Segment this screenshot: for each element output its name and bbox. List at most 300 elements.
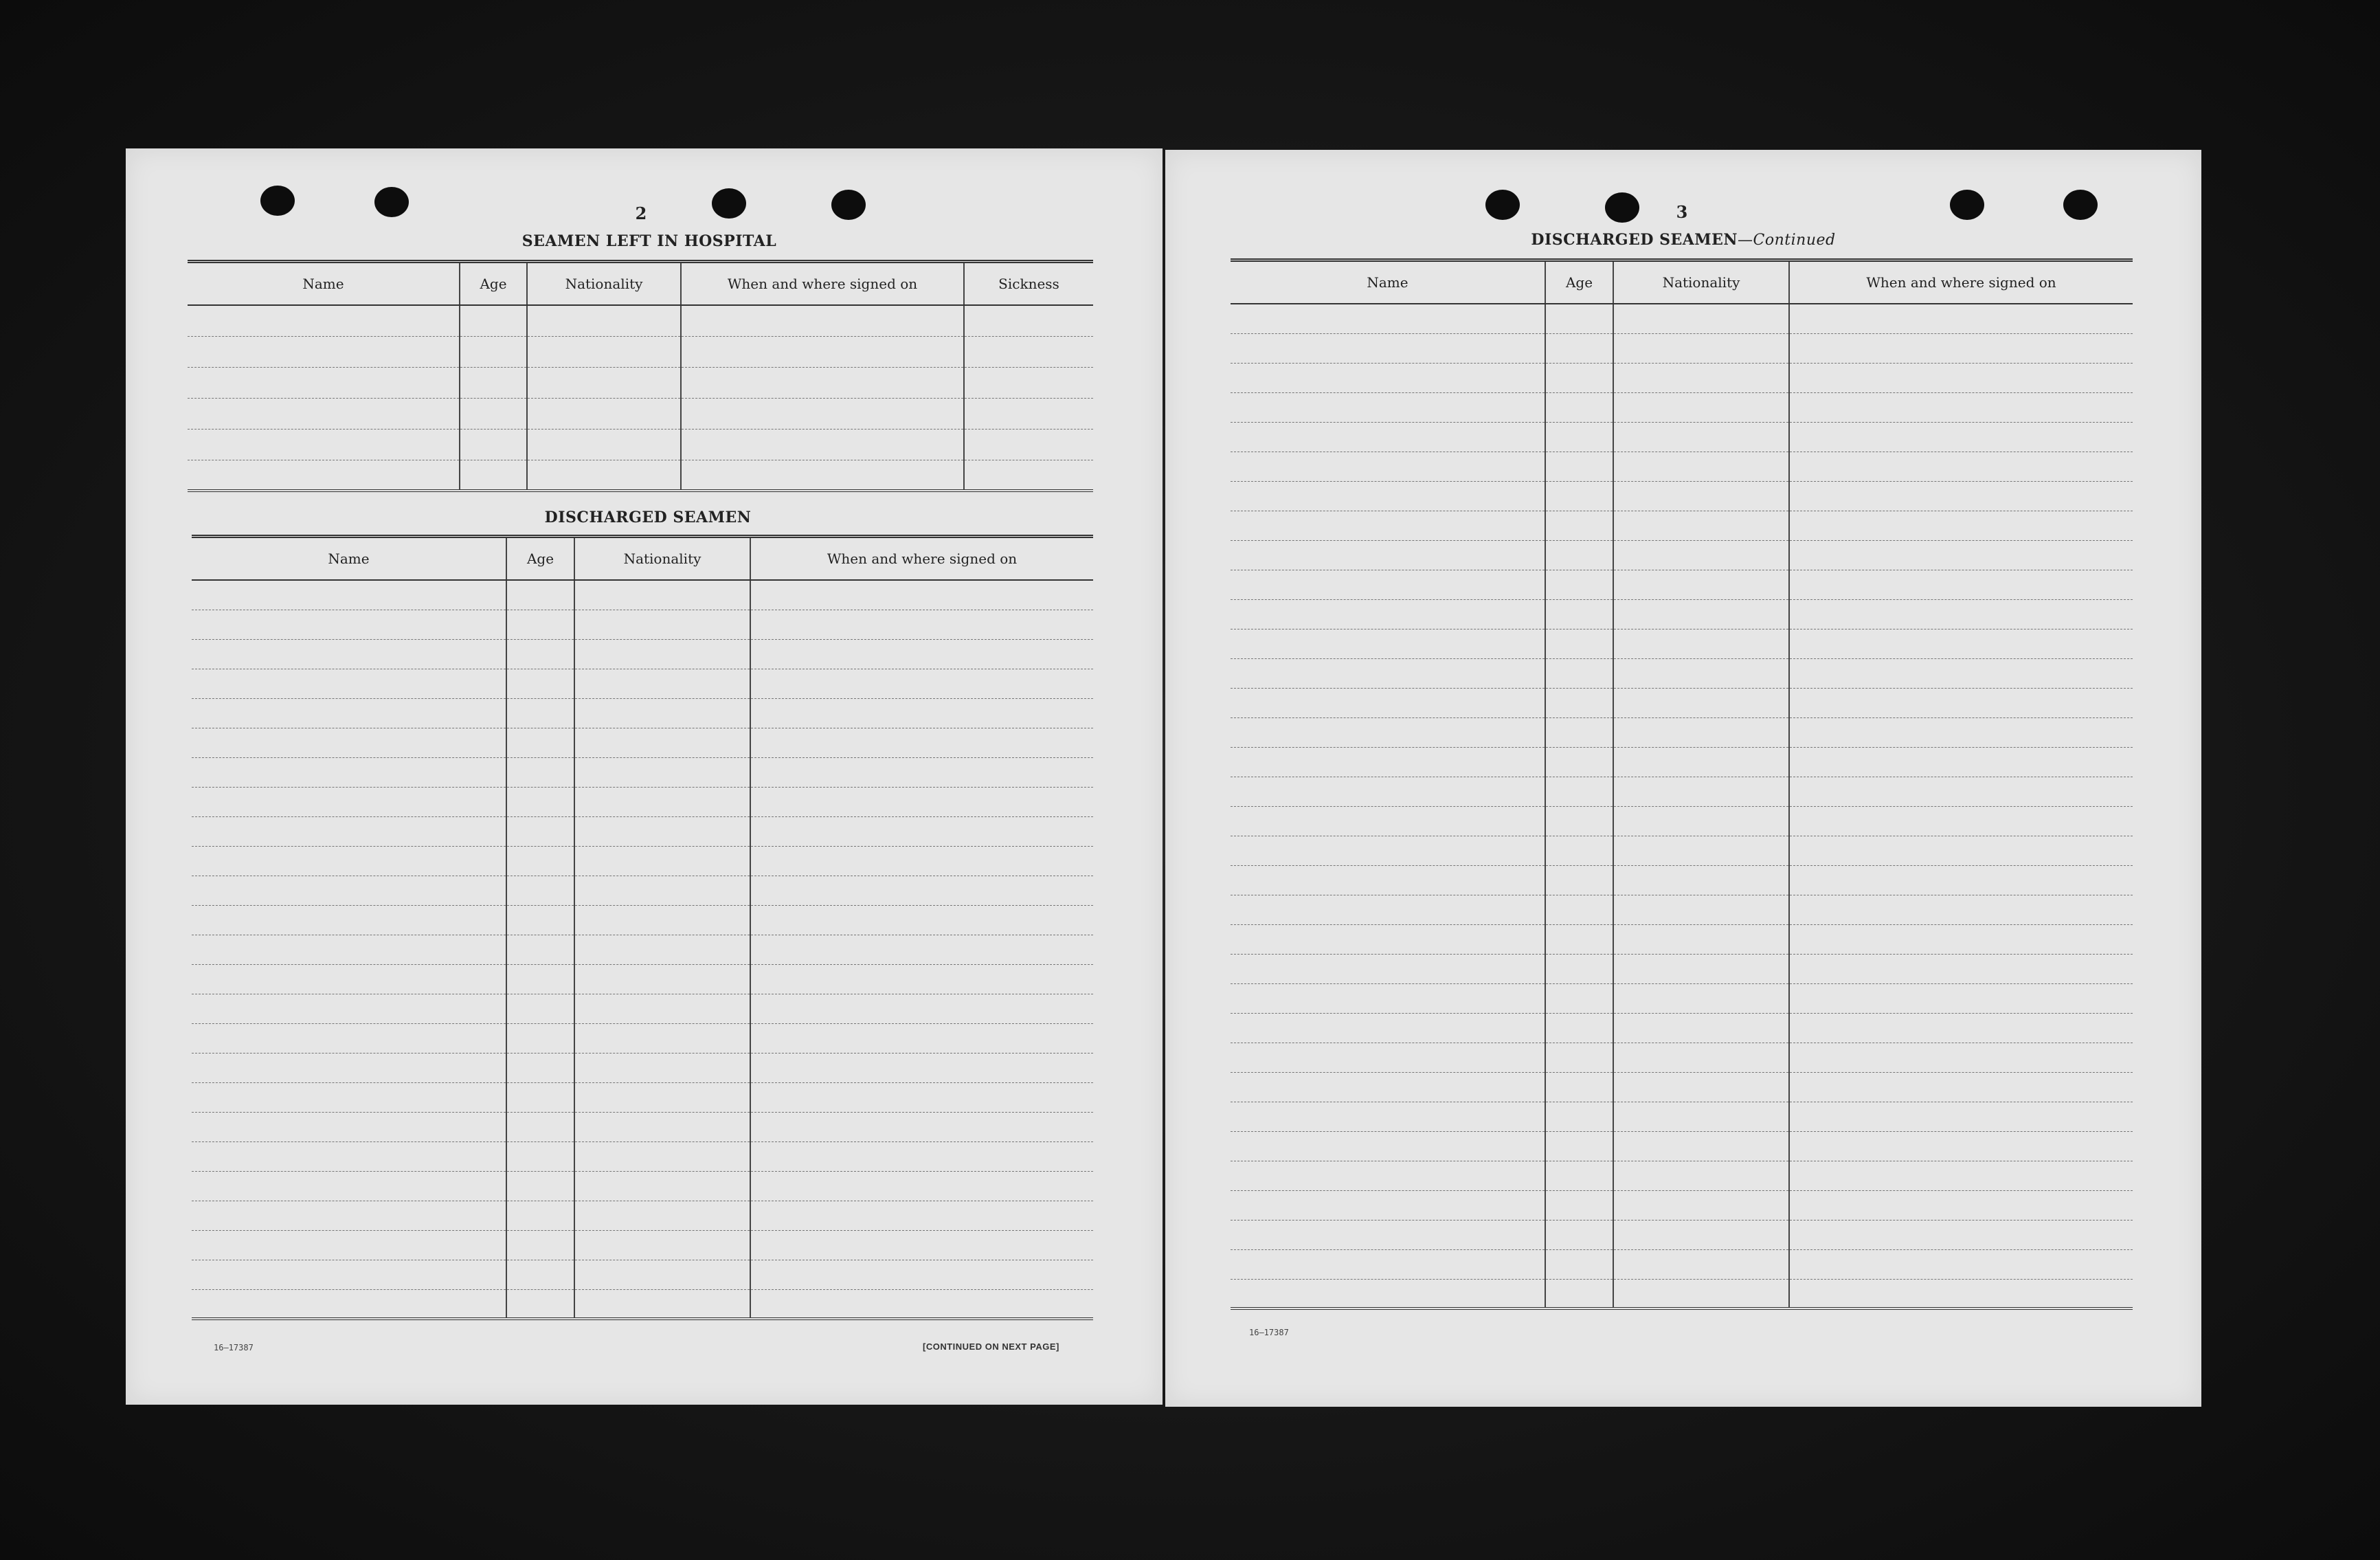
table-cell xyxy=(192,994,506,1023)
table-row xyxy=(1231,1013,2133,1043)
table-cell xyxy=(1789,1013,2133,1043)
table-cell xyxy=(506,994,574,1023)
table-cell xyxy=(1545,422,1613,452)
table-cell xyxy=(1231,777,1545,806)
table-cell xyxy=(750,876,1093,905)
table-cell xyxy=(1231,983,1545,1013)
table-cell xyxy=(1231,1161,1545,1190)
table-row xyxy=(192,1201,1093,1230)
table-cell xyxy=(1231,658,1545,688)
table-cell xyxy=(750,580,1093,610)
table-cell xyxy=(527,305,681,336)
table-cell xyxy=(506,639,574,669)
table-row xyxy=(1231,658,2133,688)
table-cell xyxy=(1545,511,1613,540)
table-cell xyxy=(1231,629,1545,658)
table-cell xyxy=(574,669,750,698)
table-cell xyxy=(1613,895,1789,924)
table-cell xyxy=(750,1171,1093,1201)
table-cell xyxy=(506,846,574,876)
table-cell xyxy=(188,398,460,429)
table-cell xyxy=(1231,1249,1545,1279)
table-row xyxy=(192,1289,1093,1319)
table-cell xyxy=(1613,1102,1789,1131)
table-cell xyxy=(750,757,1093,787)
page-number: 3 xyxy=(1676,202,1688,222)
table-cell xyxy=(1545,599,1613,629)
table-cell xyxy=(1231,363,1545,392)
table-row xyxy=(1231,1161,2133,1190)
table-cell xyxy=(1545,1131,1613,1161)
table-cell xyxy=(1789,540,2133,570)
table-row xyxy=(192,1112,1093,1141)
table-row xyxy=(1231,540,2133,570)
punch-hole xyxy=(1950,190,1984,220)
table-cell xyxy=(574,1141,750,1171)
table-cell xyxy=(750,1112,1093,1141)
table-cell xyxy=(574,1260,750,1289)
table-cell xyxy=(192,1201,506,1230)
table-cell xyxy=(1789,806,2133,836)
table-cell xyxy=(750,964,1093,994)
column-header-age: Age xyxy=(1545,260,1613,304)
table-row xyxy=(192,964,1093,994)
table-cell xyxy=(750,1201,1093,1230)
table-cell xyxy=(750,669,1093,698)
left-page xyxy=(126,148,1163,1405)
table-cell xyxy=(1613,452,1789,481)
table-cell xyxy=(574,1171,750,1201)
table-cell xyxy=(1231,865,1545,895)
table-cell xyxy=(1231,570,1545,599)
table-cell xyxy=(681,367,964,398)
table-cell xyxy=(1789,629,2133,658)
table-cell xyxy=(1231,747,1545,777)
table-cell xyxy=(1545,1161,1613,1190)
table-cell xyxy=(1545,333,1613,363)
table-row xyxy=(1231,1279,2133,1308)
table-cell xyxy=(192,787,506,816)
table-row xyxy=(1231,363,2133,392)
table-cell xyxy=(1613,747,1789,777)
table-row xyxy=(192,1171,1093,1201)
table-cell xyxy=(1231,599,1545,629)
table-row xyxy=(1231,304,2133,333)
punch-hole xyxy=(2063,190,2098,220)
table-cell xyxy=(506,1230,574,1260)
table-cell xyxy=(750,639,1093,669)
table-cell xyxy=(1613,1013,1789,1043)
table-cell xyxy=(1613,422,1789,452)
table-cell xyxy=(192,1230,506,1260)
discharged-continued-table xyxy=(1231,258,2133,1310)
table-cell xyxy=(1613,1131,1789,1161)
table-cell xyxy=(1789,688,2133,717)
table-cell xyxy=(1789,747,2133,777)
table-cell xyxy=(506,1171,574,1201)
table-cell xyxy=(506,1260,574,1289)
table-cell xyxy=(964,305,1093,336)
discharged-table xyxy=(192,535,1093,1320)
table-cell xyxy=(574,964,750,994)
table-cell xyxy=(1789,954,2133,983)
table-cell xyxy=(192,935,506,964)
table-row xyxy=(192,639,1093,669)
table-cell xyxy=(574,728,750,757)
table-row xyxy=(192,669,1093,698)
table-cell xyxy=(506,905,574,935)
table-cell xyxy=(574,876,750,905)
table-row xyxy=(1231,836,2133,865)
table-row xyxy=(192,698,1093,728)
table-cell xyxy=(1613,806,1789,836)
table-cell xyxy=(574,1082,750,1112)
table-cell xyxy=(574,994,750,1023)
table-row xyxy=(1231,1131,2133,1161)
table-row xyxy=(192,787,1093,816)
table-row xyxy=(1231,895,2133,924)
column-header-nationality: Nationality xyxy=(527,262,681,306)
column-header-age: Age xyxy=(460,262,527,306)
table-cell xyxy=(1545,924,1613,954)
table-row xyxy=(1231,688,2133,717)
table-cell xyxy=(1789,422,2133,452)
table-cell xyxy=(1789,777,2133,806)
table-row xyxy=(188,429,1093,460)
table-row xyxy=(1231,511,2133,540)
table-cell xyxy=(1613,1220,1789,1249)
table-cell xyxy=(1231,304,1545,333)
table-cell xyxy=(1545,452,1613,481)
table-cell xyxy=(192,1171,506,1201)
table-row xyxy=(1231,392,2133,422)
table-cell xyxy=(1231,1043,1545,1072)
table-cell xyxy=(192,698,506,728)
table-cell xyxy=(1545,954,1613,983)
table-cell xyxy=(964,367,1093,398)
table-cell xyxy=(1613,1043,1789,1072)
table-row xyxy=(1231,570,2133,599)
table-row xyxy=(192,728,1093,757)
table-cell xyxy=(527,336,681,367)
table-cell xyxy=(574,1112,750,1141)
table-cell xyxy=(506,935,574,964)
table-cell xyxy=(506,1141,574,1171)
column-header-name: Name xyxy=(1231,260,1545,304)
table-cell xyxy=(1789,1131,2133,1161)
table-cell xyxy=(1613,924,1789,954)
table-cell xyxy=(460,460,527,491)
table-cell xyxy=(1545,1249,1613,1279)
table-row xyxy=(1231,747,2133,777)
table-cell xyxy=(506,728,574,757)
table-cell xyxy=(1789,1102,2133,1131)
table-cell xyxy=(506,669,574,698)
form-code: 16—17387 xyxy=(1249,1328,1289,1337)
table-cell xyxy=(1545,865,1613,895)
table-cell xyxy=(1789,1220,2133,1249)
column-header-name: Name xyxy=(192,537,506,581)
table-cell xyxy=(750,905,1093,935)
table-cell xyxy=(574,580,750,610)
table-cell xyxy=(1545,717,1613,747)
table-cell xyxy=(192,1082,506,1112)
table-cell xyxy=(750,1023,1093,1053)
table-cell xyxy=(1613,629,1789,658)
table-cell xyxy=(1545,688,1613,717)
table-cell xyxy=(1789,658,2133,688)
table-cell xyxy=(1231,806,1545,836)
table-row xyxy=(188,305,1093,336)
table-cell xyxy=(506,580,574,610)
table-cell xyxy=(192,728,506,757)
table-row xyxy=(1231,924,2133,954)
table-cell xyxy=(192,1023,506,1053)
table-cell xyxy=(1789,1161,2133,1190)
punch-hole xyxy=(712,188,746,219)
table-cell xyxy=(1613,392,1789,422)
table-cell xyxy=(1231,452,1545,481)
table-cell xyxy=(1613,688,1789,717)
column-header-age: Age xyxy=(506,537,574,581)
table-row xyxy=(1231,629,2133,658)
table-cell xyxy=(1231,422,1545,452)
table-row xyxy=(188,336,1093,367)
table-row xyxy=(1231,865,2133,895)
table-cell xyxy=(1789,599,2133,629)
table-cell xyxy=(1231,836,1545,865)
table-cell xyxy=(750,1289,1093,1319)
table-cell xyxy=(1613,1072,1789,1102)
table-cell xyxy=(574,1023,750,1053)
table-cell xyxy=(750,846,1093,876)
table-row xyxy=(1231,452,2133,481)
table-row xyxy=(1231,1249,2133,1279)
table-cell xyxy=(1231,1131,1545,1161)
table-cell xyxy=(1613,570,1789,599)
table-cell xyxy=(964,336,1093,367)
table-cell xyxy=(527,460,681,491)
table-cell xyxy=(681,398,964,429)
table-cell xyxy=(1231,1102,1545,1131)
table-cell xyxy=(1789,481,2133,511)
table-cell xyxy=(1789,865,2133,895)
table-cell xyxy=(1613,599,1789,629)
table-row xyxy=(192,580,1093,610)
table-cell xyxy=(192,1053,506,1082)
table-row xyxy=(1231,422,2133,452)
table-cell xyxy=(192,639,506,669)
table-cell xyxy=(750,728,1093,757)
punch-hole xyxy=(1605,192,1639,223)
table-cell xyxy=(1789,452,2133,481)
table-cell xyxy=(574,639,750,669)
table-cell xyxy=(574,787,750,816)
table-cell xyxy=(1545,1220,1613,1249)
table-cell xyxy=(1545,777,1613,806)
table-cell xyxy=(681,336,964,367)
table-cell xyxy=(1545,1072,1613,1102)
table-cell xyxy=(1789,392,2133,422)
table-cell xyxy=(1545,1043,1613,1072)
table-cell xyxy=(1545,1102,1613,1131)
table-cell xyxy=(506,1201,574,1230)
table-cell xyxy=(1545,392,1613,422)
table-cell xyxy=(1789,836,2133,865)
table-cell xyxy=(1789,983,2133,1013)
page-number: 2 xyxy=(635,203,647,223)
table-row xyxy=(1231,777,2133,806)
table-row xyxy=(192,905,1093,935)
table-row xyxy=(192,1023,1093,1053)
table-cell xyxy=(192,876,506,905)
table-cell xyxy=(1545,629,1613,658)
table-row xyxy=(1231,1043,2133,1072)
table-cell xyxy=(1545,806,1613,836)
table-cell xyxy=(1789,363,2133,392)
table-cell xyxy=(750,816,1093,846)
table-cell xyxy=(1613,1279,1789,1308)
table-cell xyxy=(574,698,750,728)
table-cell xyxy=(574,905,750,935)
discharged-section-title: DISCHARGED SEAMEN xyxy=(544,509,752,526)
hospital-section-title: SEAMEN LEFT IN HOSPITAL xyxy=(521,232,777,250)
punch-hole xyxy=(831,190,866,220)
table-cell xyxy=(506,964,574,994)
table-cell xyxy=(192,1289,506,1319)
table-cell xyxy=(964,429,1093,460)
table-cell xyxy=(1789,1249,2133,1279)
table-cell xyxy=(1231,1279,1545,1308)
table-cell xyxy=(1231,1072,1545,1102)
table-cell xyxy=(527,398,681,429)
table-cell xyxy=(1789,570,2133,599)
table-cell xyxy=(1231,1220,1545,1249)
table-cell xyxy=(1613,658,1789,688)
table-cell xyxy=(1789,1190,2133,1220)
table-cell xyxy=(574,610,750,639)
table-cell xyxy=(1789,304,2133,333)
table-cell xyxy=(506,1112,574,1141)
table-cell xyxy=(192,669,506,698)
table-cell xyxy=(1231,895,1545,924)
table-cell xyxy=(1231,924,1545,954)
table-cell xyxy=(1789,511,2133,540)
punch-hole xyxy=(374,187,409,217)
table-cell xyxy=(192,964,506,994)
hospital-table xyxy=(188,260,1093,492)
column-header-name: Name xyxy=(188,262,460,306)
table-cell xyxy=(192,1260,506,1289)
table-row xyxy=(1231,333,2133,363)
column-header-signed-on: When and where signed on xyxy=(1789,260,2133,304)
table-cell xyxy=(1545,304,1613,333)
column-header-signed-on: When and where signed on xyxy=(750,537,1093,581)
table-cell xyxy=(681,305,964,336)
column-header-sickness: Sickness xyxy=(964,262,1093,306)
punch-hole xyxy=(260,186,295,216)
punch-hole xyxy=(1485,190,1520,220)
table-row xyxy=(192,757,1093,787)
table-cell xyxy=(1613,511,1789,540)
table-cell xyxy=(1231,717,1545,747)
table-cell xyxy=(506,698,574,728)
table-cell xyxy=(1789,1279,2133,1308)
table-cell xyxy=(1231,688,1545,717)
table-cell xyxy=(506,757,574,787)
table-cell xyxy=(574,757,750,787)
table-cell xyxy=(1545,540,1613,570)
table-cell xyxy=(750,935,1093,964)
column-header-signed-on: When and where signed on xyxy=(681,262,964,306)
table-cell xyxy=(1545,1190,1613,1220)
table-cell xyxy=(1545,1013,1613,1043)
table-cell xyxy=(506,1023,574,1053)
table-cell xyxy=(192,816,506,846)
table-cell xyxy=(506,1289,574,1319)
table-row xyxy=(1231,1190,2133,1220)
table-cell xyxy=(1545,1279,1613,1308)
table-cell xyxy=(1231,481,1545,511)
table-cell xyxy=(506,1053,574,1082)
table-cell xyxy=(574,1289,750,1319)
table-row xyxy=(192,1082,1093,1112)
table-cell xyxy=(964,398,1093,429)
table-cell xyxy=(1613,540,1789,570)
table-row xyxy=(1231,717,2133,747)
table-cell xyxy=(506,876,574,905)
table-cell xyxy=(460,398,527,429)
table-cell xyxy=(1613,836,1789,865)
table-cell xyxy=(192,757,506,787)
table-cell xyxy=(1789,924,2133,954)
table-row xyxy=(1231,954,2133,983)
table-row xyxy=(192,876,1093,905)
table-cell xyxy=(192,905,506,935)
table-cell xyxy=(750,787,1093,816)
table-cell xyxy=(750,698,1093,728)
table-row xyxy=(1231,481,2133,511)
column-header-nationality: Nationality xyxy=(1613,260,1789,304)
table-cell xyxy=(1545,363,1613,392)
form-code: 16—17387 xyxy=(214,1343,254,1352)
table-cell xyxy=(574,846,750,876)
table-cell xyxy=(1613,363,1789,392)
table-cell xyxy=(527,367,681,398)
table-cell xyxy=(460,336,527,367)
table-row xyxy=(192,1141,1093,1171)
table-cell xyxy=(574,1230,750,1260)
table-row xyxy=(188,398,1093,429)
table-cell xyxy=(506,1082,574,1112)
table-row xyxy=(188,460,1093,491)
table-cell xyxy=(192,610,506,639)
table-cell xyxy=(1545,570,1613,599)
table-cell xyxy=(1789,1072,2133,1102)
table-cell xyxy=(192,580,506,610)
table-cell xyxy=(1545,658,1613,688)
table-cell xyxy=(1545,747,1613,777)
table-cell xyxy=(192,1112,506,1141)
table-cell xyxy=(681,429,964,460)
table-cell xyxy=(188,305,460,336)
table-cell xyxy=(750,610,1093,639)
table-cell xyxy=(1613,481,1789,511)
table-cell xyxy=(1613,1161,1789,1190)
table-cell xyxy=(750,1053,1093,1082)
table-cell xyxy=(1231,333,1545,363)
table-cell xyxy=(574,1201,750,1230)
